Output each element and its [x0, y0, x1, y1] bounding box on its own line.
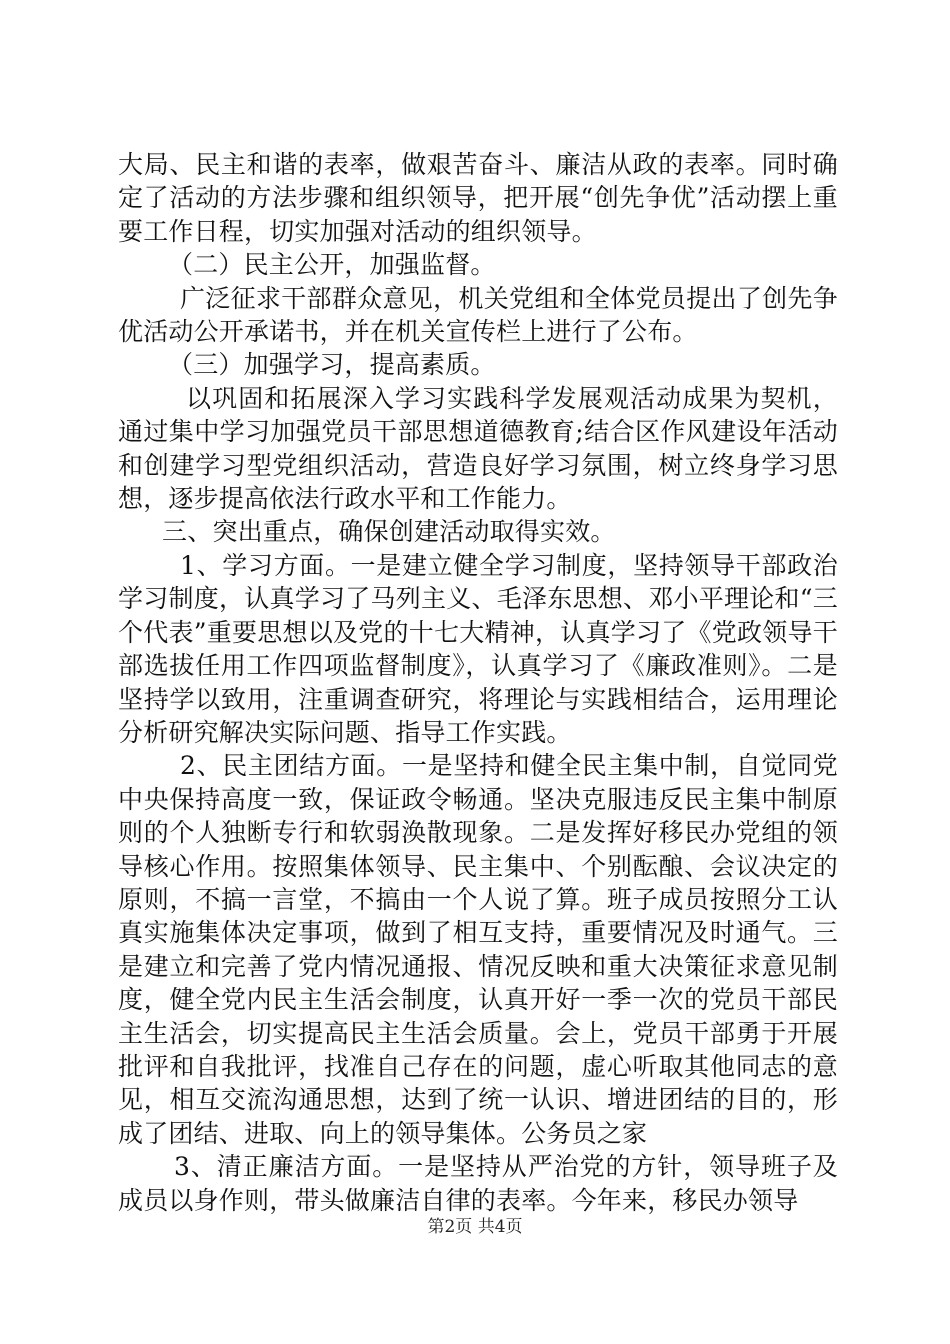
document-body — [118, 148, 838, 1217]
body-paragraph-democracy: 2、民主团结方面。一是坚持和健全民主集中制，自觉同党中央保持高度一致，保证政令畅通。坚决克服违反民主集中制原则的个人独断专行和软弱涣散现象。二是发挥好移民办党组的领导核心作用。按照集体领导、民主集中、个别酝酿、会议决定的原则，不搞一言堂，不搞由一个人说了算。班子成员按照分工认真实施集体决定事项，做到了相互支持，重要情况及时通气。三是建立和完善了党内情况通报、情况反映和重大决策征求意见制度，健全党内民主生活会制度，认真开好一季一次的党员干部民主生活会，切实提高民主生活会质量。会上，党员干部勇于开展批评和自我批评，找准自己存在的问题，虚心听取其他同志的意见，相互交流沟通思想，达到了统一认识、增进团结的目的，形成了团结、进取、向上的领导集体。公务员之家 — [118, 751, 838, 1148]
page-number-footer: 第2页 共4页 — [427, 1217, 523, 1237]
body-paragraph-study: 1、学习方面。一是建立健全学习制度，坚持领导干部政治学习制度，认真学习了马列主义、毛泽东思想、邓小平理论和“三个代表”重要思想以及党的十七大精神，认真学习了《党政领导干部选拔任用工作四项监督制度》，认真学习了《廉政准则》。二是坚持学以致用，注重调查研究，将理论与实践相结合，运用理论分析研究解决实际问题、指导工作实践。 — [118, 550, 838, 747]
body-paragraph-2: 广泛征求干部群众意见，机关党组和全体党员提出了创先争优活动公开承诺书，并在机关宣传栏上进行了公布。 — [118, 283, 838, 347]
section-heading-2: （二）民主公开，加强监督。 — [168, 250, 496, 280]
section-heading-3: （三）加强学习，提高素质。 — [168, 350, 496, 380]
body-paragraph-3: 以巩固和拓展深入学习实践科学发展观活动成果为契机，通过集中学习加强党员干部思想道德教育;结合区作风建设年活动和创建学习型党组织活动，营造良好学习氛围，树立终身学习思想，逐步提高依法行政水平和工作能力。 — [118, 383, 838, 514]
body-paragraph-1: 大局、民主和谐的表率，做艰苦奋斗、廉洁从政的表率。同时确定了活动的方法步骤和组织领导，把开展“创先争优”活动摆上重要工作日程，切实加强对活动的组织领导。 — [118, 150, 838, 246]
body-paragraph-integrity: 3、清正廉洁方面。一是坚持从严治党的方针，领导班子及成员以身作则，带头做廉洁自律的表率。今年来，移民办领导 — [118, 1152, 838, 1215]
major-heading-3: 三、突出重点，确保创建活动取得实效。 — [162, 517, 616, 547]
